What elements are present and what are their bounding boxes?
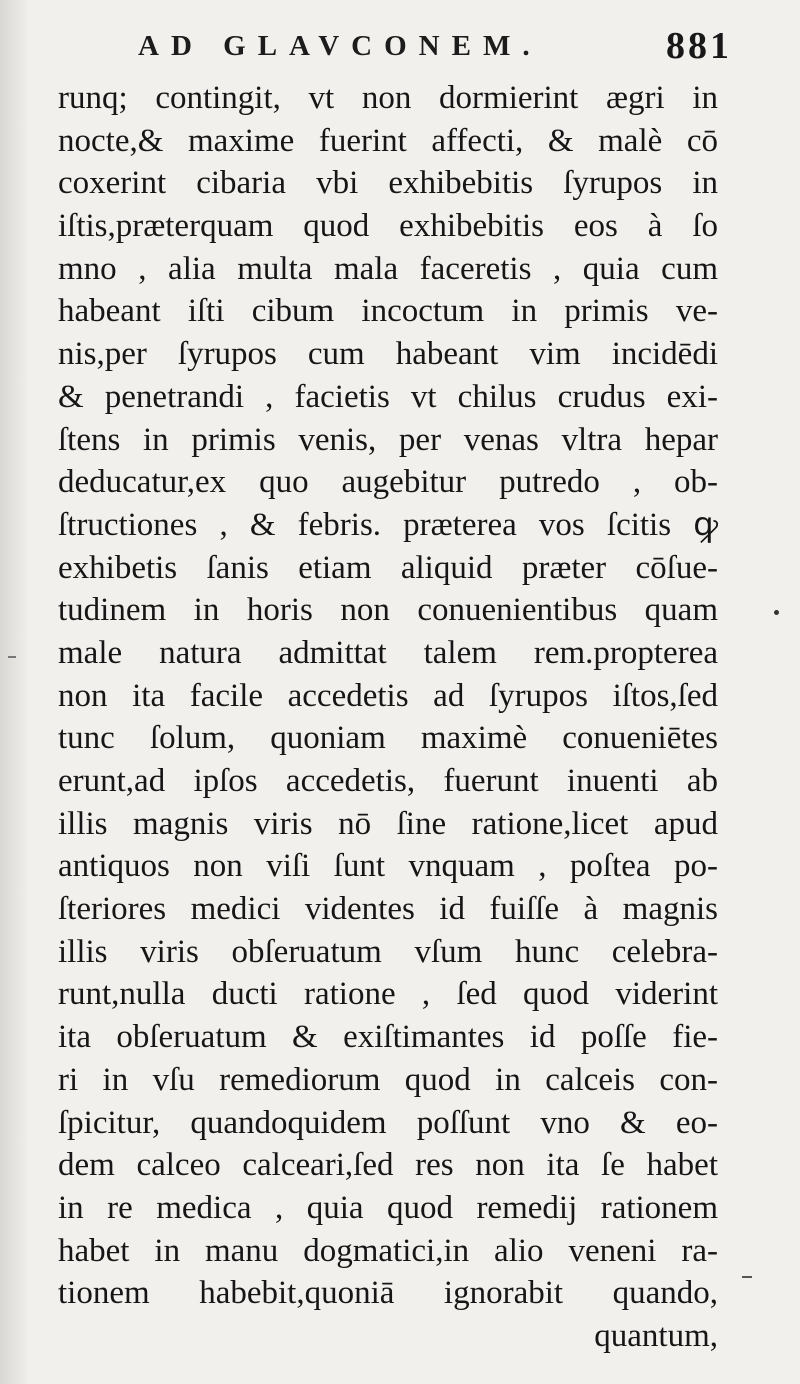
margin-ink-dot (774, 610, 779, 615)
text-line: illis viris obſeruatum vſum hunc celebra- (58, 933, 718, 970)
text-line: tionem habebit,quoniā ignorabit quando, (58, 1275, 718, 1312)
page-number: 881 (666, 25, 732, 67)
text-line: ſpicitur, quandoquidem poſſunt vno & eo- (58, 1104, 718, 1141)
text-line: runt,nulla ducti ratione , ſed quod viderint (58, 976, 718, 1013)
text-line: illis magnis viris nō ſine ratione,licet apud (58, 805, 718, 842)
text-line: & penetrandi , facietis vt chilus crudus exi- (58, 378, 718, 415)
text-line: ſtructiones , & febris. præterea vos ſcitis ꝙ (58, 506, 718, 543)
body-text (58, 77, 718, 1358)
text-line: runq; contingit, vt non dormierint ægri in (58, 80, 718, 116)
text-line: ri in vſu remediorum quod in calceis con- (58, 1061, 718, 1098)
text-line: nocte,& maxime fuerint affecti, & malè cō (58, 122, 718, 159)
text-line: tunc ſolum, quoniam maximè conueniētes (58, 720, 718, 757)
text-line: nis,per ſyrupos cum habeant vim incidēdi (58, 336, 718, 373)
margin-ink-dash-left (8, 656, 16, 658)
catchword-line: quantum, (594, 1317, 718, 1354)
text-line: ſtens in primis venis, per venas vltra hepar (58, 421, 718, 458)
text-line: exhibetis ſanis etiam aliquid præter cōſue- (58, 549, 718, 586)
text-line: habeant iſti cibum incoctum in primis ve- (58, 293, 718, 330)
text-line: habet in manu dogmatici,in alio veneni ra- (58, 1232, 718, 1269)
text-line: tudinem in horis non conuenientibus quam (58, 592, 718, 629)
text-line: male natura admittat talem rem.propterea (58, 634, 718, 671)
text-line: ſteriores medici videntes id fuiſſe à magnis (58, 891, 718, 928)
text-line: mno , alia multa mala faceretis , quia cum (58, 250, 718, 287)
text-line: non ita facile accedetis ad ſyrupos iſtos,ſed (58, 677, 718, 714)
margin-ink-dash (742, 1276, 752, 1278)
text-line: erunt,ad ipſos accedetis, fuerunt inuenti ab (58, 763, 718, 799)
text-line: in re medica , quia quod remedij rationem (58, 1189, 718, 1226)
text-line: iſtis,præterquam quod exhibebitis eos à ſo (58, 208, 718, 245)
text-line: dem calceo calceari,ſed res non ita ſe habet (58, 1147, 718, 1184)
text-line: deducatur,ex quo augebitur putredo , ob- (58, 464, 718, 501)
page-gutter-shadow (0, 0, 30, 1384)
text-line: ita obſeruatum & exiſtimantes id poſſe fie- (58, 1019, 718, 1056)
text-line: coxerint cibaria vbi exhibebitis ſyrupos in (58, 165, 718, 202)
running-head: AD GLAVCONEM. (138, 30, 542, 62)
text-line: antiquos non viſi ſunt vnquam , poſtea po- (58, 848, 718, 885)
